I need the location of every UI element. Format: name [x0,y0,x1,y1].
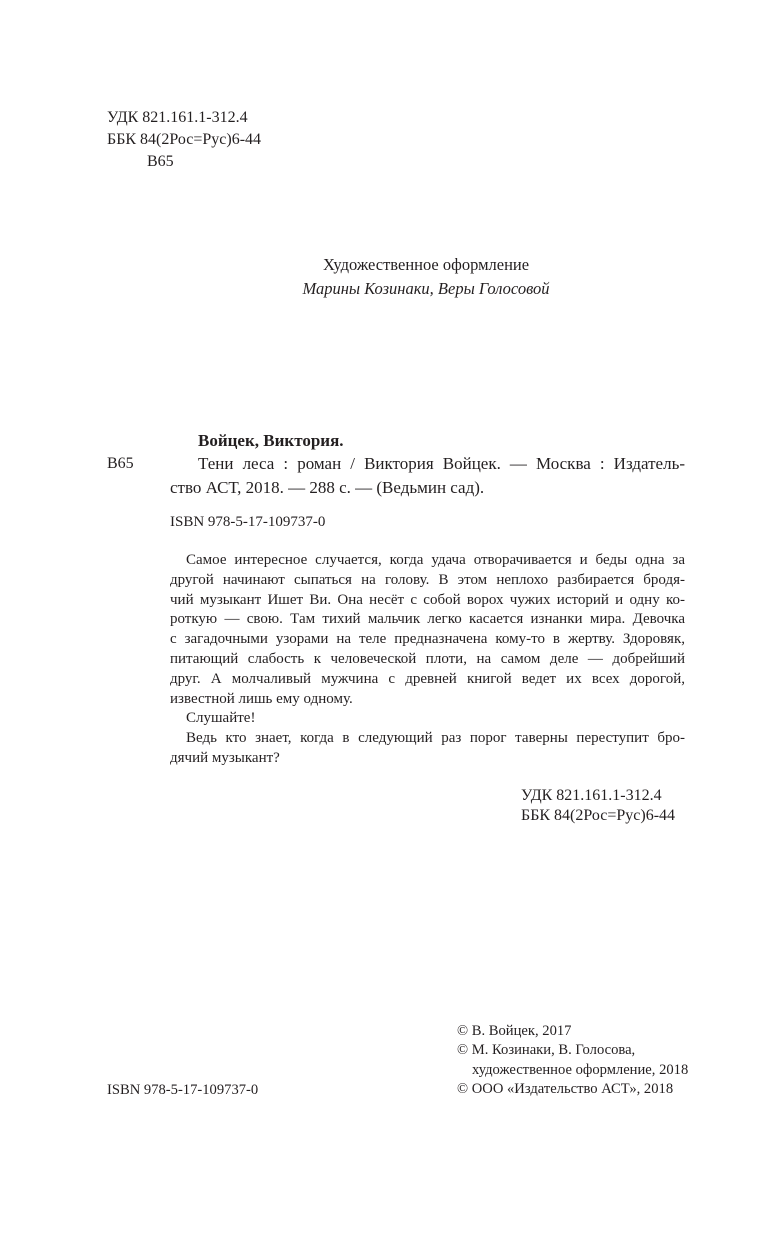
annotation-line: другой начинают сыпаться на голову. В этом неплохо разбирается бродя- [170,571,685,588]
copyright-line: © М. Козинаки, В. Голосова, [457,1042,636,1059]
udk-code: УДК 821.161.1-312.4 [107,109,248,126]
annotation-codes [521,786,675,826]
catalog-author-mark: В65 [107,455,134,472]
annotation-paragraph [170,709,685,729]
catalog-description-line: ство АСТ, 2018. — 288 с. — (Ведьмин сад). [170,478,485,497]
annotation-paragraph [170,551,685,709]
annotation [170,551,685,769]
annotation-line: роткую — свою. Там тихий мальчик легко касается изнанки мира. Девочка [170,611,685,628]
annotation-line: Слушайте! [186,710,256,727]
annotation-bbk: ББК 84(2Рос=Рус)6-44 [521,807,676,824]
catalog-author-heading: Войцек, Виктория. [198,431,344,450]
annotation-paragraph [170,729,685,769]
copyright-line: © ООО «Издательство АСТ», 2018 [457,1081,674,1098]
design-credit-label: Художественное оформление [322,255,530,274]
bbk-code: ББК 84(2Рос=Рус)6-44 [107,131,262,148]
annotation-udk: УДК 821.161.1-312.4 [521,787,662,804]
bottom-isbn: ISBN 978-5-17-109737-0 [107,1082,259,1098]
annotation-line: чий музыкант Ишет Ви. Она несёт с собой ворох чужих историй и одну ко- [170,591,685,608]
annotation-line: друг. А молчаливый мужчина с древней книгой ведет их всех дорогой, [170,670,685,687]
annotation-line: Ведь кто знает, когда в следующий раз порог таверны переступит бро- [186,730,685,747]
author-mark: В65 [147,153,174,170]
annotation-line: питающий слабость к человеческой плоти, на самом деле — добрейший [170,650,685,667]
design-credit [226,253,626,301]
annotation-line: Самое интересное случается, когда удача отворачивается и беды одна за [186,552,685,568]
copyright-block [457,1022,688,1100]
annotation-line: дячий музыкант? [170,749,280,766]
catalog-description-line: Тени леса : роман / Виктория Войцек. — Москва : Издатель- [198,454,685,473]
design-credit-names: Марины Козинаки, Веры Голосовой [302,279,550,298]
copyright-line: © В. Войцек, 2017 [457,1023,572,1039]
copyright-line: художественное оформление, 2018 [472,1061,689,1078]
annotation-line: известной лишь ему одному. [170,690,353,707]
catalog-isbn: ISBN 978-5-17-109737-0 [170,514,326,530]
classification-codes-top [107,107,261,173]
annotation-line: с загадочными узорами на теле предназначена кому-то в жертву. Здоровяк, [170,631,685,648]
